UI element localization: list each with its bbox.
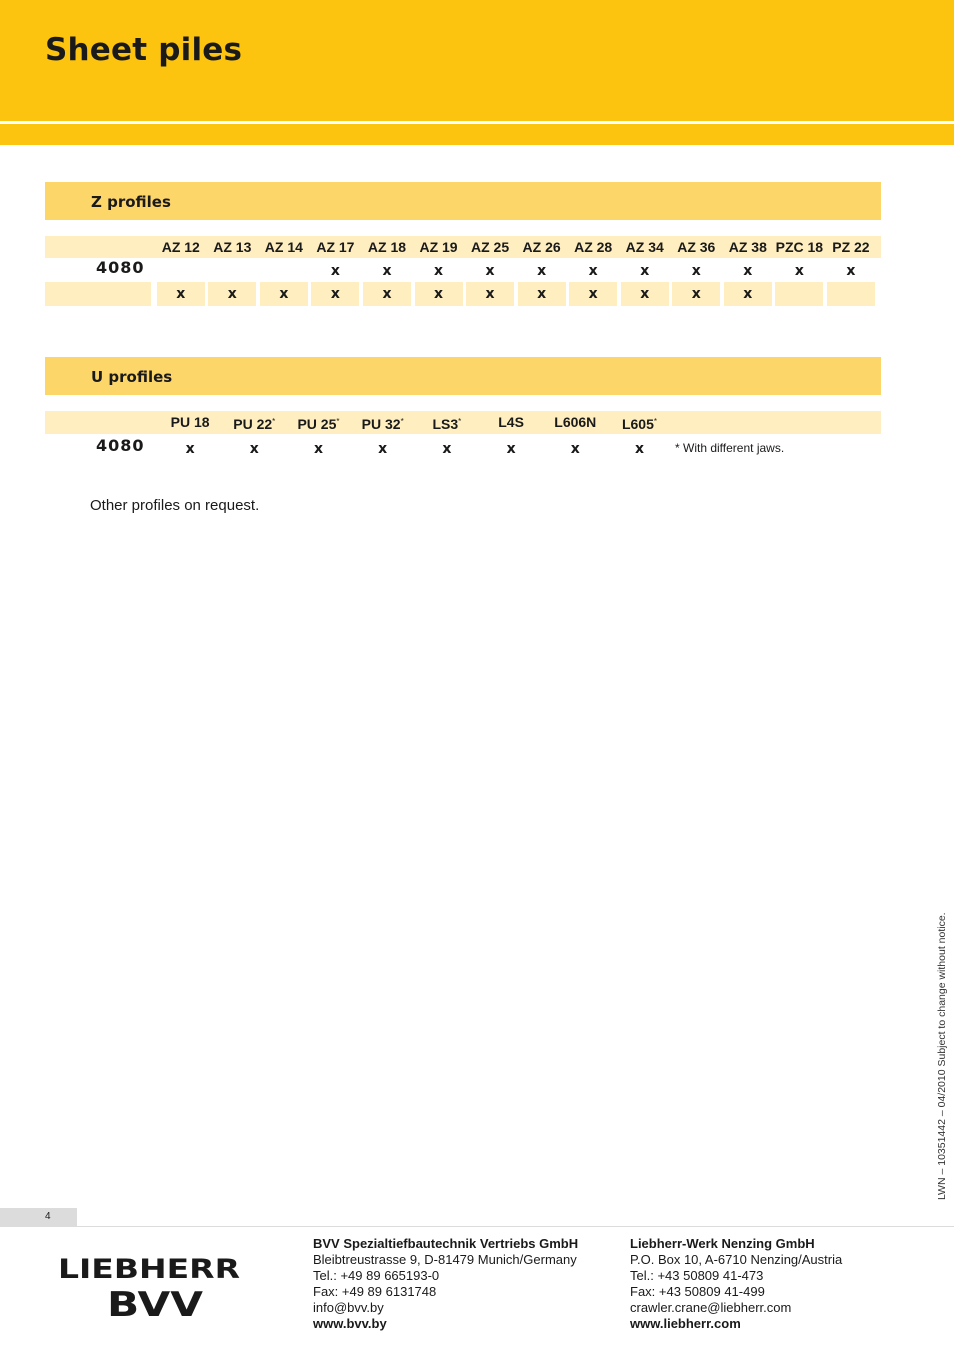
u-column-header [415, 411, 479, 433]
u-cell-mark: x [506, 441, 516, 457]
z-cell-mark: x [794, 263, 804, 279]
u-cell-mark: x [570, 441, 580, 457]
bvv-tel: Tel.: +49 89 665193-0 [313, 1268, 440, 1283]
page-number: 4 [0, 1208, 77, 1226]
u-footnote: * With different jaws. [675, 441, 785, 455]
z-cell-mark [157, 260, 205, 282]
u-profiles-title: U profiles [91, 368, 173, 386]
header-strip [0, 124, 954, 145]
u-column-label: L605 [621, 416, 654, 432]
bvv-company: BVV Spezialtiefbautechnik Vertriebs GmbH [313, 1236, 579, 1251]
u-cell-mark: x [185, 441, 195, 457]
u-cell-mark: x [442, 441, 452, 457]
z-cell-mark [208, 260, 256, 282]
z-cell-mark: x [588, 286, 598, 302]
z-column-header: AZ 26 [522, 239, 561, 255]
z-column-header: AZ 19 [419, 239, 458, 255]
liebherr-email[interactable]: crawler.crane@liebherr.com [630, 1300, 792, 1315]
z-column-header: AZ 36 [677, 239, 716, 255]
z-column-header: PZC 18 [775, 239, 824, 255]
u-column-label: L4S [498, 414, 524, 430]
z-column-header: AZ 18 [367, 239, 407, 255]
u-cell-mark: x [634, 441, 644, 457]
z-cell-mark: x [640, 286, 650, 302]
z-cell-mark: x [279, 286, 289, 302]
liebherr-fax: Fax: +43 50809 41-499 [630, 1284, 765, 1299]
z-cell-mark: x [434, 286, 444, 302]
z-cell-mark: x [743, 263, 753, 279]
z-cell-mark: x [588, 263, 598, 279]
z-cell-mark: x [330, 286, 340, 302]
bvv-street: Bleibtreustrasse 9, D-81479 Munich/Germany [313, 1252, 577, 1267]
logo-wordmark-bvv: BVV [107, 1285, 204, 1322]
u-column-label: PU 25 [297, 416, 337, 432]
z-cell-mark: x [691, 263, 701, 279]
address-bvv [313, 1236, 578, 1332]
u-column-asterisk: * [336, 417, 340, 426]
u-column-header [286, 411, 350, 433]
u-column-label: PU 22 [233, 416, 273, 432]
u-column-header [222, 411, 286, 433]
z-cell-mark: x [743, 286, 753, 302]
z-cell-mark: x [537, 263, 547, 279]
address-liebherr [630, 1236, 842, 1332]
z-profiles-section-bar [45, 182, 881, 220]
z-column-header: AZ 38 [728, 239, 767, 255]
z-row-label-cell [45, 282, 151, 306]
z-cell-mark: x [382, 263, 392, 279]
bvv-website[interactable]: www.bvv.by [313, 1316, 387, 1331]
liebherr-website[interactable]: www.liebherr.com [630, 1316, 741, 1331]
z-column-header: AZ 14 [264, 239, 303, 255]
liebherr-street: P.O. Box 10, A-6710 Nenzing/Austria [630, 1252, 843, 1267]
side-legal-text: LWN – 10351442 – 04/2010 Subject to change without notice. [936, 912, 948, 1200]
page-title: Sheet piles [45, 32, 243, 68]
z-column-header: AZ 13 [213, 239, 252, 255]
z-cell-mark: x [330, 263, 340, 279]
u-column-header [351, 411, 415, 433]
z-column-header: PZ 22 [832, 239, 870, 255]
z-cell-mark: x [846, 263, 856, 279]
z-profiles-title: Z profiles [91, 193, 171, 211]
u-column-label: PU 32 [361, 416, 401, 432]
z-cell-mark: x [227, 286, 237, 302]
u-column-header [607, 411, 671, 433]
u-row-model: 4080 [96, 436, 145, 455]
z-cell-mark [775, 283, 823, 305]
u-column-asterisk: * [653, 417, 657, 426]
u-column-asterisk: * [272, 417, 276, 426]
z-column-header: AZ 12 [161, 239, 200, 255]
z-cell-mark [827, 283, 875, 305]
z-cell-mark: x [485, 263, 495, 279]
z-column-header: AZ 34 [625, 239, 664, 255]
z-cell-mark [260, 260, 308, 282]
z-cell-mark: x [382, 286, 392, 302]
footer-divider [0, 1226, 954, 1227]
u-cell-mark: x [249, 441, 259, 457]
u-column-label: L606N [554, 414, 597, 430]
z-cell-mark: x [537, 286, 547, 302]
u-column-header [479, 411, 543, 433]
z-cell-mark: x [176, 286, 186, 302]
z-column-header: AZ 25 [471, 239, 510, 255]
z-cell-mark: x [434, 263, 444, 279]
u-profiles-section-bar [45, 357, 881, 395]
z-cell-mark: x [640, 263, 650, 279]
other-profiles-note: Other profiles on request. [90, 497, 260, 514]
bvv-fax: Fax: +49 89 6131748 [313, 1284, 437, 1299]
liebherr-tel: Tel.: +43 50809 41-473 [630, 1268, 764, 1283]
u-column-header [543, 411, 607, 433]
u-cell-mark: x [313, 441, 323, 457]
z-cell-mark: x [691, 286, 701, 302]
bvv-email[interactable]: info@bvv.by [313, 1300, 384, 1315]
z-row-model: 4080 [96, 258, 145, 277]
u-column-asterisk: * [458, 417, 462, 426]
z-column-header: AZ 17 [316, 239, 355, 255]
u-cell-mark: x [378, 441, 388, 457]
u-column-label: LS3 [432, 416, 459, 432]
u-column-asterisk: * [400, 417, 404, 426]
u-column-label: PU 18 [170, 414, 210, 430]
logo-wordmark-liebherr: LIEBHERR [58, 1254, 241, 1285]
z-cell-mark: x [485, 286, 495, 302]
z-column-header: AZ 28 [574, 239, 613, 255]
u-column-header [158, 411, 222, 433]
liebherr-company: Liebherr-Werk Nenzing GmbH [630, 1236, 815, 1251]
liebherr-bvv-logo [57, 1252, 241, 1322]
